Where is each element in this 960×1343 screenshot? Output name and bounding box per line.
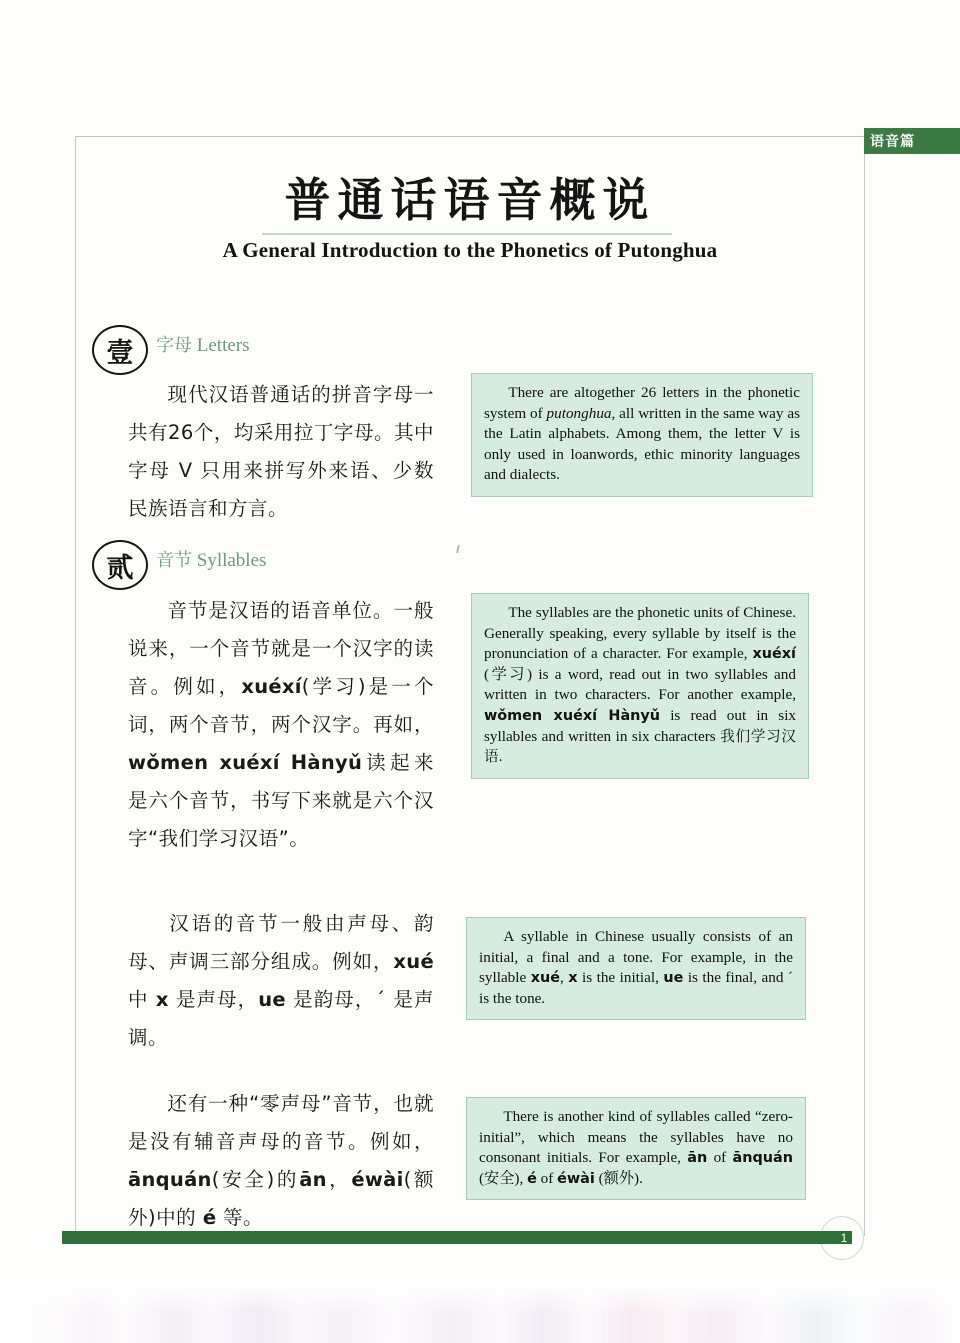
paragraph-zh-3-part-d: 是韵母，ˊ 是声调。: [128, 988, 434, 1049]
ordinal-badge-2: 贰: [92, 540, 148, 590]
note-2-pinyin-xuexi: xuéxí: [752, 646, 796, 663]
paragraph-zh-4-part-b: (安全)的: [211, 1168, 300, 1191]
paragraph-zh-4-part-a: 还有一种“零声母”音节，也就是没有辅音声母的音节。例如，: [128, 1092, 434, 1153]
note-box-syllables: [471, 593, 809, 779]
note-3-part-d: is the final, and ˊ is the tone.: [479, 969, 793, 1007]
note-2-part-c: is read out in six syllables and written in six characters: [484, 706, 797, 745]
section-label-letters: [156, 331, 250, 369]
pinyin-women-xuexi-hanyu: wǒmen xuéxí Hànyǔ: [128, 751, 363, 774]
paragraph-zh-4-part-c: ，: [326, 1168, 352, 1191]
note-2-part-a: The syllables are the phonetic units of Chinese. Generally speaking, every syllable by itself is the pronunciation of a character. For example,: [484, 604, 796, 663]
chapter-tab-label: 语音篇: [870, 134, 915, 150]
note-2-part-d: .: [498, 748, 503, 766]
paragraph-zh-2: [128, 592, 434, 858]
note-4-pinyin-e: é: [527, 1170, 537, 1187]
pinyin-anquan: ānquán: [128, 1168, 212, 1191]
pinyin-e: é: [202, 1206, 217, 1229]
paragraph-zh-1-text: 现代汉语普通话的拼音字母一共有26个，均采用拉丁字母。其中字母 V 只用来拼写外来语、少数民族语言和方言。: [128, 383, 434, 520]
note-2-part-b: (学习) is a word, read out in two syllables and written in two characters. For another example,: [484, 665, 796, 704]
note-3-part-a: A syllable in Chinese usually consists of an initial, a final and a tone. For example, in the syllable: [479, 928, 793, 987]
note-3-final-ue: ue: [663, 970, 684, 987]
note-4-pinyin-ewai: éwài: [557, 1170, 595, 1187]
paragraph-zh-2-part-a: 音节是汉语的语音单位。一般说来，一个音节就是一个汉字的读音。例如，: [128, 599, 434, 698]
pinyin-xue: xué: [393, 950, 434, 973]
footer-green-bar: [62, 1231, 852, 1244]
note-4-pinyin-anquan: ānquán: [732, 1150, 794, 1167]
note-box-zero-initial: [466, 1097, 806, 1200]
scan-artifact-strip: [0, 1285, 960, 1343]
note-3-part-b: ,: [560, 969, 569, 987]
paragraph-zh-3-part-b: 中: [128, 988, 156, 1011]
section-label-letters-en: Letters: [196, 335, 250, 356]
paragraph-zh-4: [128, 1085, 434, 1237]
section-heading-letters: [92, 325, 250, 375]
note-3-pinyin-xue: xué: [530, 970, 560, 987]
note-4-part-e: (额外).: [594, 1169, 643, 1187]
page-border-right: [864, 136, 865, 1236]
page-title-chinese: 普通话语音概说: [284, 173, 656, 227]
section-label-syllables: [156, 546, 266, 584]
note-4-part-c: (安全),: [479, 1169, 528, 1187]
page-title-english: A General Introduction to the Phonetics of Putonghua: [222, 238, 718, 262]
paragraph-zh-2-part-c: 读起来是六个音节，书写下来就是六个汉字“我们学习汉语”。: [128, 751, 434, 850]
section-label-syllables-en: Syllables: [196, 550, 267, 571]
note-4-pinyin-an: ān: [687, 1150, 708, 1167]
paragraph-zh-3-part-c: 是声母，: [168, 988, 259, 1011]
pinyin-an: ān: [299, 1168, 327, 1191]
pinyin-xuexi: xuéxí: [241, 675, 302, 698]
page-number: 1: [840, 1230, 848, 1245]
note-1-italic-putonghua: putonghua: [546, 404, 612, 422]
note-3-part-c: is the initial,: [577, 969, 664, 987]
note-1-part-a: There are altogether 26 letters in the phonetic system of: [484, 384, 800, 422]
note-4-part-b: of: [707, 1149, 733, 1167]
section-heading-syllables: [92, 540, 266, 590]
paragraph-zh-2-part-b: (学习)是一个词，两个音节，两个汉字。再如，: [128, 675, 434, 736]
paragraph-zh-3: [128, 905, 434, 1057]
paragraph-zh-4-part-e: 等。: [216, 1206, 264, 1229]
pinyin-final-ue: ue: [258, 988, 286, 1011]
chapter-tab: [864, 128, 960, 154]
scan-speck: [456, 545, 460, 553]
note-4-part-d: of: [536, 1169, 558, 1187]
note-box-initial-final-tone: [466, 917, 806, 1020]
section-label-syllables-zh: 音节: [156, 550, 192, 571]
note-1-part-b: , all written in the same way as the Latin alphabets. Among them, the letter V is only used in loanwords, ethic minority languages and dialects.: [484, 404, 800, 484]
note-2-hanzi: 我们学习汉语: [484, 727, 796, 766]
page-border-left: [75, 136, 76, 1236]
note-box-letters: [471, 373, 813, 497]
paragraph-zh-1: [128, 376, 434, 528]
pinyin-initial-x: x: [155, 988, 169, 1011]
pinyin-ewai: éwài: [351, 1168, 404, 1191]
title-underline: [262, 233, 672, 235]
page-border-top: [75, 136, 865, 137]
note-3-initial-x: x: [568, 970, 578, 987]
note-2-pinyin-women-xuexi-hanyu: wǒmen xuéxí Hànyǔ: [484, 707, 661, 724]
section-label-letters-zh: 字母: [156, 335, 192, 356]
paragraph-zh-4-part-d: (额外)中的: [128, 1168, 434, 1229]
paragraph-zh-3-part-a: 汉语的音节一般由声母、韵母、声调三部分组成。例如，: [128, 912, 434, 973]
ordinal-badge-1: 壹: [92, 325, 148, 375]
note-4-part-a: There is another kind of syllables called “zero-initial”, which means the syllables have no consonant initials. For example,: [479, 1108, 793, 1167]
